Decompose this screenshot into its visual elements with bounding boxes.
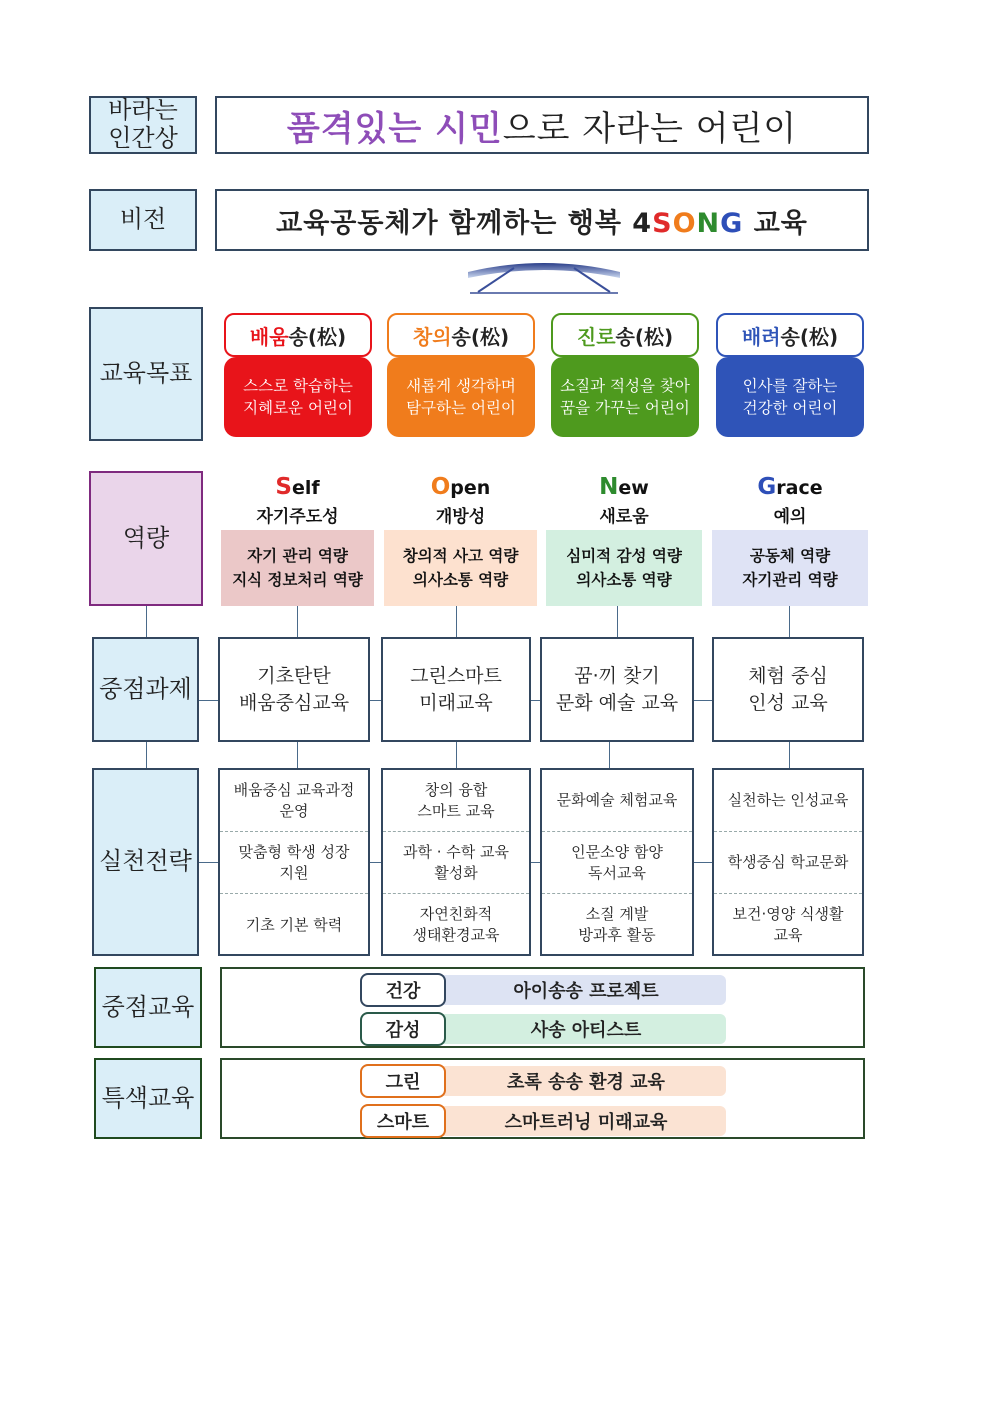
goal-line2: 꿈을 가꾸는 어린이: [560, 399, 690, 417]
competency-line1: 창의적 사고 역량: [402, 546, 519, 565]
competency-korean: 자기주도성: [256, 506, 339, 527]
goal-card-learning: [224, 313, 372, 437]
competency-word: ew: [618, 476, 649, 499]
goals-label-text: 교육목표: [99, 359, 193, 388]
task-line1: 기초탄탄: [257, 664, 331, 687]
goal-title: [716, 313, 864, 357]
ideal-label-line2: 인간상: [108, 124, 178, 152]
competency-line2: 의사소통 역량: [412, 571, 509, 589]
connector-line: [297, 606, 298, 637]
ideal-label-line1: 바라는: [108, 96, 178, 125]
goal-title: [224, 313, 372, 357]
connector-line: [370, 700, 381, 701]
vision-text-after: 교육: [743, 207, 808, 239]
competency-korean: 개방성: [435, 506, 486, 527]
focus-edu-box: [220, 967, 865, 1048]
strategy-item: 배움중심 교육과정 운영: [220, 770, 368, 832]
strategy-item: 인문소양 함양 독서교육: [542, 832, 692, 894]
strategy-item: 자연친화적 생태환경교육: [412, 905, 500, 944]
song-letter-n: N: [696, 207, 721, 239]
pill-text: 스마트러닝 미래교육: [504, 1112, 668, 1133]
task-line2: 인성 교육: [748, 691, 828, 714]
goal-title: [387, 313, 535, 357]
task-line2: 배움중심교육: [238, 691, 350, 714]
strategy-item: 학생중심 학교문화: [714, 832, 862, 894]
pill-tag: 건강: [360, 973, 446, 1007]
connector-line: [609, 742, 610, 768]
tasks-label-text: 중점과제: [99, 674, 192, 703]
goal-title-rest: 송(松): [615, 324, 674, 349]
strategy-item: 실천하는 인성교육: [714, 770, 862, 832]
connector-line: [531, 700, 540, 701]
goal-line2: 탐구하는 어린이: [406, 399, 516, 417]
competency-box: [384, 530, 537, 606]
task-line2: 문화 예술 교육: [555, 691, 679, 714]
goal-body: [716, 357, 864, 437]
task-line1: 그린스마트: [410, 664, 502, 687]
competency-head: [712, 470, 868, 530]
competency-line1: 공동체 역량: [749, 546, 831, 565]
goal-line1: 새롭게 생각하며: [406, 376, 516, 395]
connector-line: [456, 742, 457, 768]
competency-open: [384, 470, 537, 606]
competency-word: elf: [291, 476, 320, 499]
task-line2: 미래교육: [419, 691, 493, 714]
connector-line: [146, 606, 147, 637]
goal-title-rest: 송(松): [780, 324, 839, 349]
competency-word: pen: [450, 476, 491, 499]
connector-line: [199, 700, 218, 701]
special-edu-item-smart: [360, 1104, 726, 1138]
strategy-column-4: [712, 768, 864, 956]
competency-head: [221, 470, 374, 530]
goal-title-colored: 진로: [576, 324, 616, 349]
goals-label: [89, 307, 203, 441]
competency-line1: 심미적 감성 역량: [566, 546, 682, 565]
strategy-label-text: 실천전략: [99, 847, 192, 876]
competency-self: [221, 470, 374, 606]
connector-line: [617, 606, 618, 637]
strategy-item: 보건·영양 식생활 교육: [732, 905, 844, 944]
competency-grace: [712, 470, 868, 606]
competency-line2: 자기관리 역량: [742, 571, 838, 589]
motto-text: [287, 101, 797, 150]
connector-line: [789, 742, 790, 768]
vision-label-text: 비전: [119, 205, 167, 234]
goal-line1: 인사를 잘하는: [742, 376, 838, 395]
ideal-label: [89, 96, 197, 154]
competency-line1: 자기 관리 역량: [247, 546, 348, 565]
pill-tag: 감성: [360, 1012, 446, 1046]
goal-title: [551, 313, 699, 357]
strategy-item: 소질 계발 방과후 활동: [578, 905, 656, 944]
strategy-column-1: [218, 768, 370, 956]
competency-head: [546, 470, 702, 530]
task-box-greensmart: [381, 637, 531, 742]
strategy-column-2: [381, 768, 531, 956]
motto-rest: 으로 자라는 어린이: [502, 108, 798, 149]
competency-letter: G: [757, 473, 777, 500]
goal-body: [551, 357, 699, 437]
song-letter-g: G: [720, 207, 744, 239]
pill-tag: 스마트: [360, 1104, 446, 1138]
goal-title-colored: 창의: [412, 324, 452, 349]
connector-line: [694, 700, 712, 701]
strategy-item: 과학 · 수학 교육 활성화: [383, 832, 529, 894]
pill-text: 초록 송송 환경 교육: [507, 1072, 665, 1093]
strategy-item: 기초 기본 학력: [245, 915, 343, 934]
task-box-basic: [218, 637, 370, 742]
strategy-item: 문화예술 체험교육: [542, 770, 692, 832]
task-box-character: [712, 637, 864, 742]
special-edu-box: [220, 1058, 865, 1139]
connector-line: [694, 862, 712, 863]
special-edu-label-text: 특색교육: [101, 1083, 195, 1112]
task-box-culture: [540, 637, 694, 742]
strategy-item: 맞춤형 학생 성장 지원: [220, 832, 368, 894]
vision-text: [276, 201, 808, 240]
goal-line1: 스스로 학습하는: [243, 376, 353, 395]
song-letter-o: O: [672, 207, 697, 239]
goal-line1: 소질과 적성을 찾아: [560, 376, 690, 395]
competency-box: [712, 530, 868, 606]
special-edu-label: [94, 1058, 202, 1139]
competency-word: race: [776, 476, 823, 499]
competency-korean: 예의: [773, 506, 807, 527]
pill-tag: 그린: [360, 1064, 446, 1098]
ideal-box: [215, 96, 869, 154]
goal-title-colored: 배움: [249, 324, 289, 349]
connector-line: [370, 862, 381, 863]
competency-letter: N: [599, 473, 619, 500]
goal-card-career: [551, 313, 699, 437]
special-edu-item-green: [360, 1064, 726, 1098]
competency-box: [546, 530, 702, 606]
connector-line: [199, 862, 218, 863]
competency-line2: 의사소통 역량: [576, 571, 672, 589]
competency-new: [546, 470, 702, 606]
focus-edu-item-emotion: [360, 1012, 726, 1046]
goal-title-rest: 송(松): [288, 324, 347, 349]
vision-box: [215, 189, 869, 251]
competency-box: [221, 530, 374, 606]
goal-card-consideration: [716, 313, 864, 437]
competency-label: [89, 471, 203, 606]
focus-edu-item-health: [360, 973, 726, 1007]
roof-arch-icon: [466, 256, 622, 296]
goal-body: [224, 357, 372, 437]
competency-line2: 지식 정보처리 역량: [232, 571, 363, 589]
competency-label-text: 역량: [122, 523, 170, 552]
strategy-item: 창의 융합 스마트 교육: [383, 770, 529, 832]
competency-letter: O: [430, 473, 451, 500]
goal-line2: 지혜로운 어린이: [243, 399, 353, 417]
goal-body: [387, 357, 535, 437]
vision-text-before: 교육공동체가 함께하는 행복 4: [276, 207, 653, 239]
connector-line: [789, 606, 790, 637]
task-line1: 꿈·끼 찾기: [574, 664, 660, 687]
task-line1: 체험 중심: [748, 664, 828, 687]
pill-text: 아이송송 프로젝트: [513, 981, 659, 1002]
goal-title-rest: 송(松): [451, 324, 510, 349]
focus-edu-label-text: 중점교육: [101, 992, 195, 1021]
goal-line2: 건강한 어린이: [742, 399, 838, 417]
competency-letter: S: [275, 473, 292, 500]
competency-korean: 새로움: [599, 506, 649, 527]
goal-card-creativity: [387, 313, 535, 437]
strategy-label: [92, 768, 199, 956]
connector-line: [531, 862, 540, 863]
goal-title-colored: 배려: [741, 324, 781, 349]
strategy-column-3: [540, 768, 694, 956]
vision-label: [89, 189, 197, 251]
connector-line: [146, 742, 147, 768]
competency-head: [384, 470, 537, 530]
song-letter-s: S: [652, 207, 673, 239]
focus-edu-label: [94, 967, 202, 1048]
connector-line: [297, 742, 298, 768]
motto-highlight: 품격있는 시민: [286, 108, 503, 149]
tasks-label: [92, 637, 199, 742]
connector-line: [456, 606, 457, 637]
pill-text: 사송 아티스트: [530, 1020, 642, 1041]
